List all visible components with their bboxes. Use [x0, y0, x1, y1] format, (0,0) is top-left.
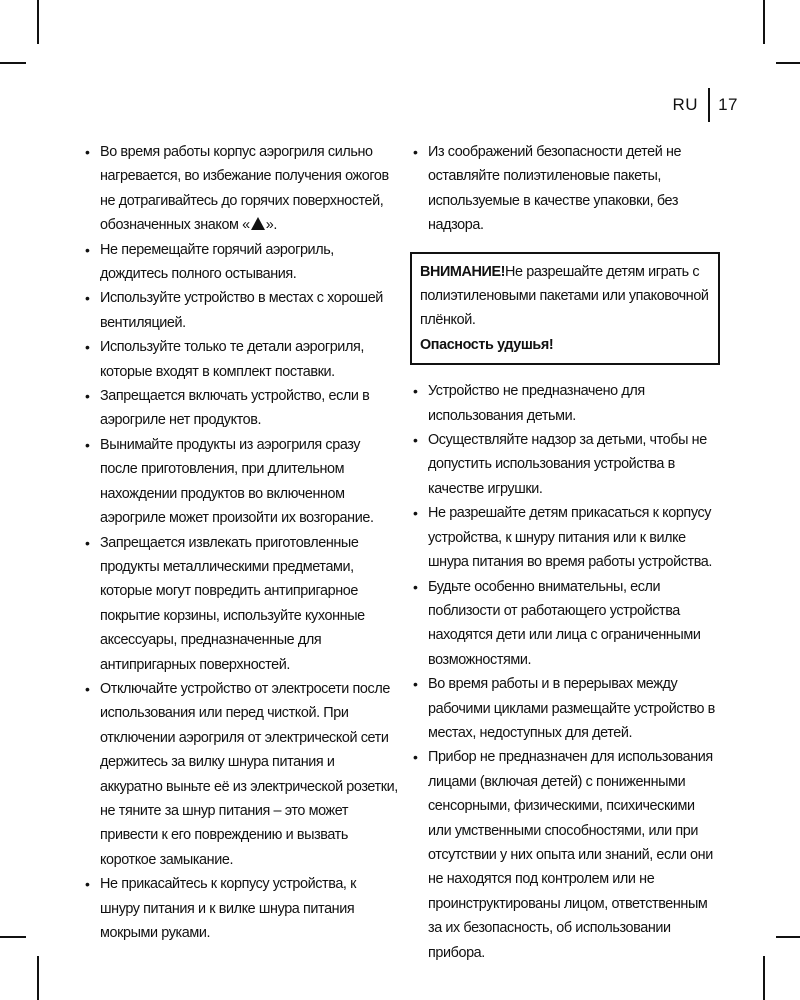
- crop-mark-top-left-h: [0, 62, 26, 64]
- crop-mark-bottom-right-h: [776, 936, 800, 938]
- list-item: • Запрещается извлекать приготовленные продукты металлическими предметами, которые могут повредить антипригарное покрытие корзины, используйте кухонные аксессуары, предназначенные для антипригарных поверхностей.: [82, 531, 398, 677]
- page-number: 17: [718, 95, 738, 114]
- list-item: • Устройство не предназначено для использования детьми.: [410, 379, 720, 428]
- list-item: • Запрещается включать устройство, если в аэрогриле нет продуктов.: [82, 384, 398, 433]
- list-item: • Во время работы и в перерывах между рабочими циклами размещайте устройство в местах, недоступных для детей.: [410, 672, 720, 745]
- list-item: • Осуществляйте надзор за детьми, чтобы не допустить использования устройства в качестве игрушки.: [410, 428, 720, 501]
- crop-mark-top-right-v: [763, 0, 765, 44]
- crop-mark-top-right-h: [776, 62, 800, 64]
- right-bottom-bullet-list: [410, 379, 720, 965]
- list-item: • Используйте только те детали аэрогриля, которые входят в комплект поставки.: [82, 335, 398, 384]
- right-top-bullet-list: [410, 140, 720, 238]
- hot-surface-warning-icon: [251, 217, 265, 230]
- list-item: • Не разрешайте детям прикасаться к корпусу устройства, к шнуру питания или к вилке шнура питания во время работы устройства.: [410, 501, 720, 574]
- crop-mark-bottom-left-h: [0, 936, 26, 938]
- warning-emphasis: Опасность удушья!: [420, 336, 554, 353]
- page-header: [673, 88, 738, 122]
- list-item: • Отключайте устройство от электросети после использования или перед чисткой. При отключении аэрогриля от электрической сети держитесь за вилку шнура питания и аккуратно выньте её из электрической розетки, не тяните за шнур питания – это может привести к его повреждению и вызвать короткое замыкание.: [82, 677, 398, 872]
- list-item: • Не перемещайте горячий аэрогриль, дождитесь полного остывания.: [82, 238, 398, 287]
- left-column: [82, 140, 398, 945]
- list-item: • Используйте устройство в местах с хорошей вентиляцией.: [82, 286, 398, 335]
- crop-mark-top-left-v: [37, 0, 39, 44]
- list-item: • Во время работы корпус аэрогриля сильно нагревается, во избежание получения ожогов не дотрагивайтесь до горячих поверхностей, обозначенных знаком « ».: [82, 140, 398, 238]
- crop-mark-bottom-left-v: [37, 956, 39, 1000]
- list-item: • Будьте особенно внимательны, если поблизости от работающего устройства находятся дети или лица с ограниченными возможностями.: [410, 575, 720, 673]
- left-bullet-list: [82, 140, 398, 945]
- list-item: • Прибор не предназначен для использования лицами (включая детей) с пониженными сенсорными, физическими, психическими или умственными способностями, или при отсутствии у них опыта или знаний, если они не находятся под контролем или не проинструктированы лицом, ответственным за их безопасность, об использовании прибора.: [410, 745, 720, 965]
- warning-box: [410, 252, 720, 366]
- list-item: • Из соображений безопасности детей не оставляйте полиэтиленовые пакеты, используемые в качестве упаковки, без надзора.: [410, 140, 720, 238]
- warning-text: Не разрешайте детям играть с полиэтиленовыми пакетами или упаковочной плёнкой.: [420, 263, 709, 329]
- warning-label: ВНИМАНИЕ!: [420, 263, 506, 280]
- language-code: RU: [672, 95, 699, 114]
- list-item: • Вынимайте продукты из аэрогриля сразу после приготовления, при длительном нахождении продуктов во включенном аэрогриле может произойти их возгорание.: [82, 433, 398, 531]
- crop-mark-bottom-right-v: [763, 956, 765, 1000]
- right-column: [410, 140, 720, 965]
- list-item: • Не прикасайтесь к корпусу устройства, к шнуру питания и к вилке шнура питания мокрыми руками.: [82, 872, 398, 945]
